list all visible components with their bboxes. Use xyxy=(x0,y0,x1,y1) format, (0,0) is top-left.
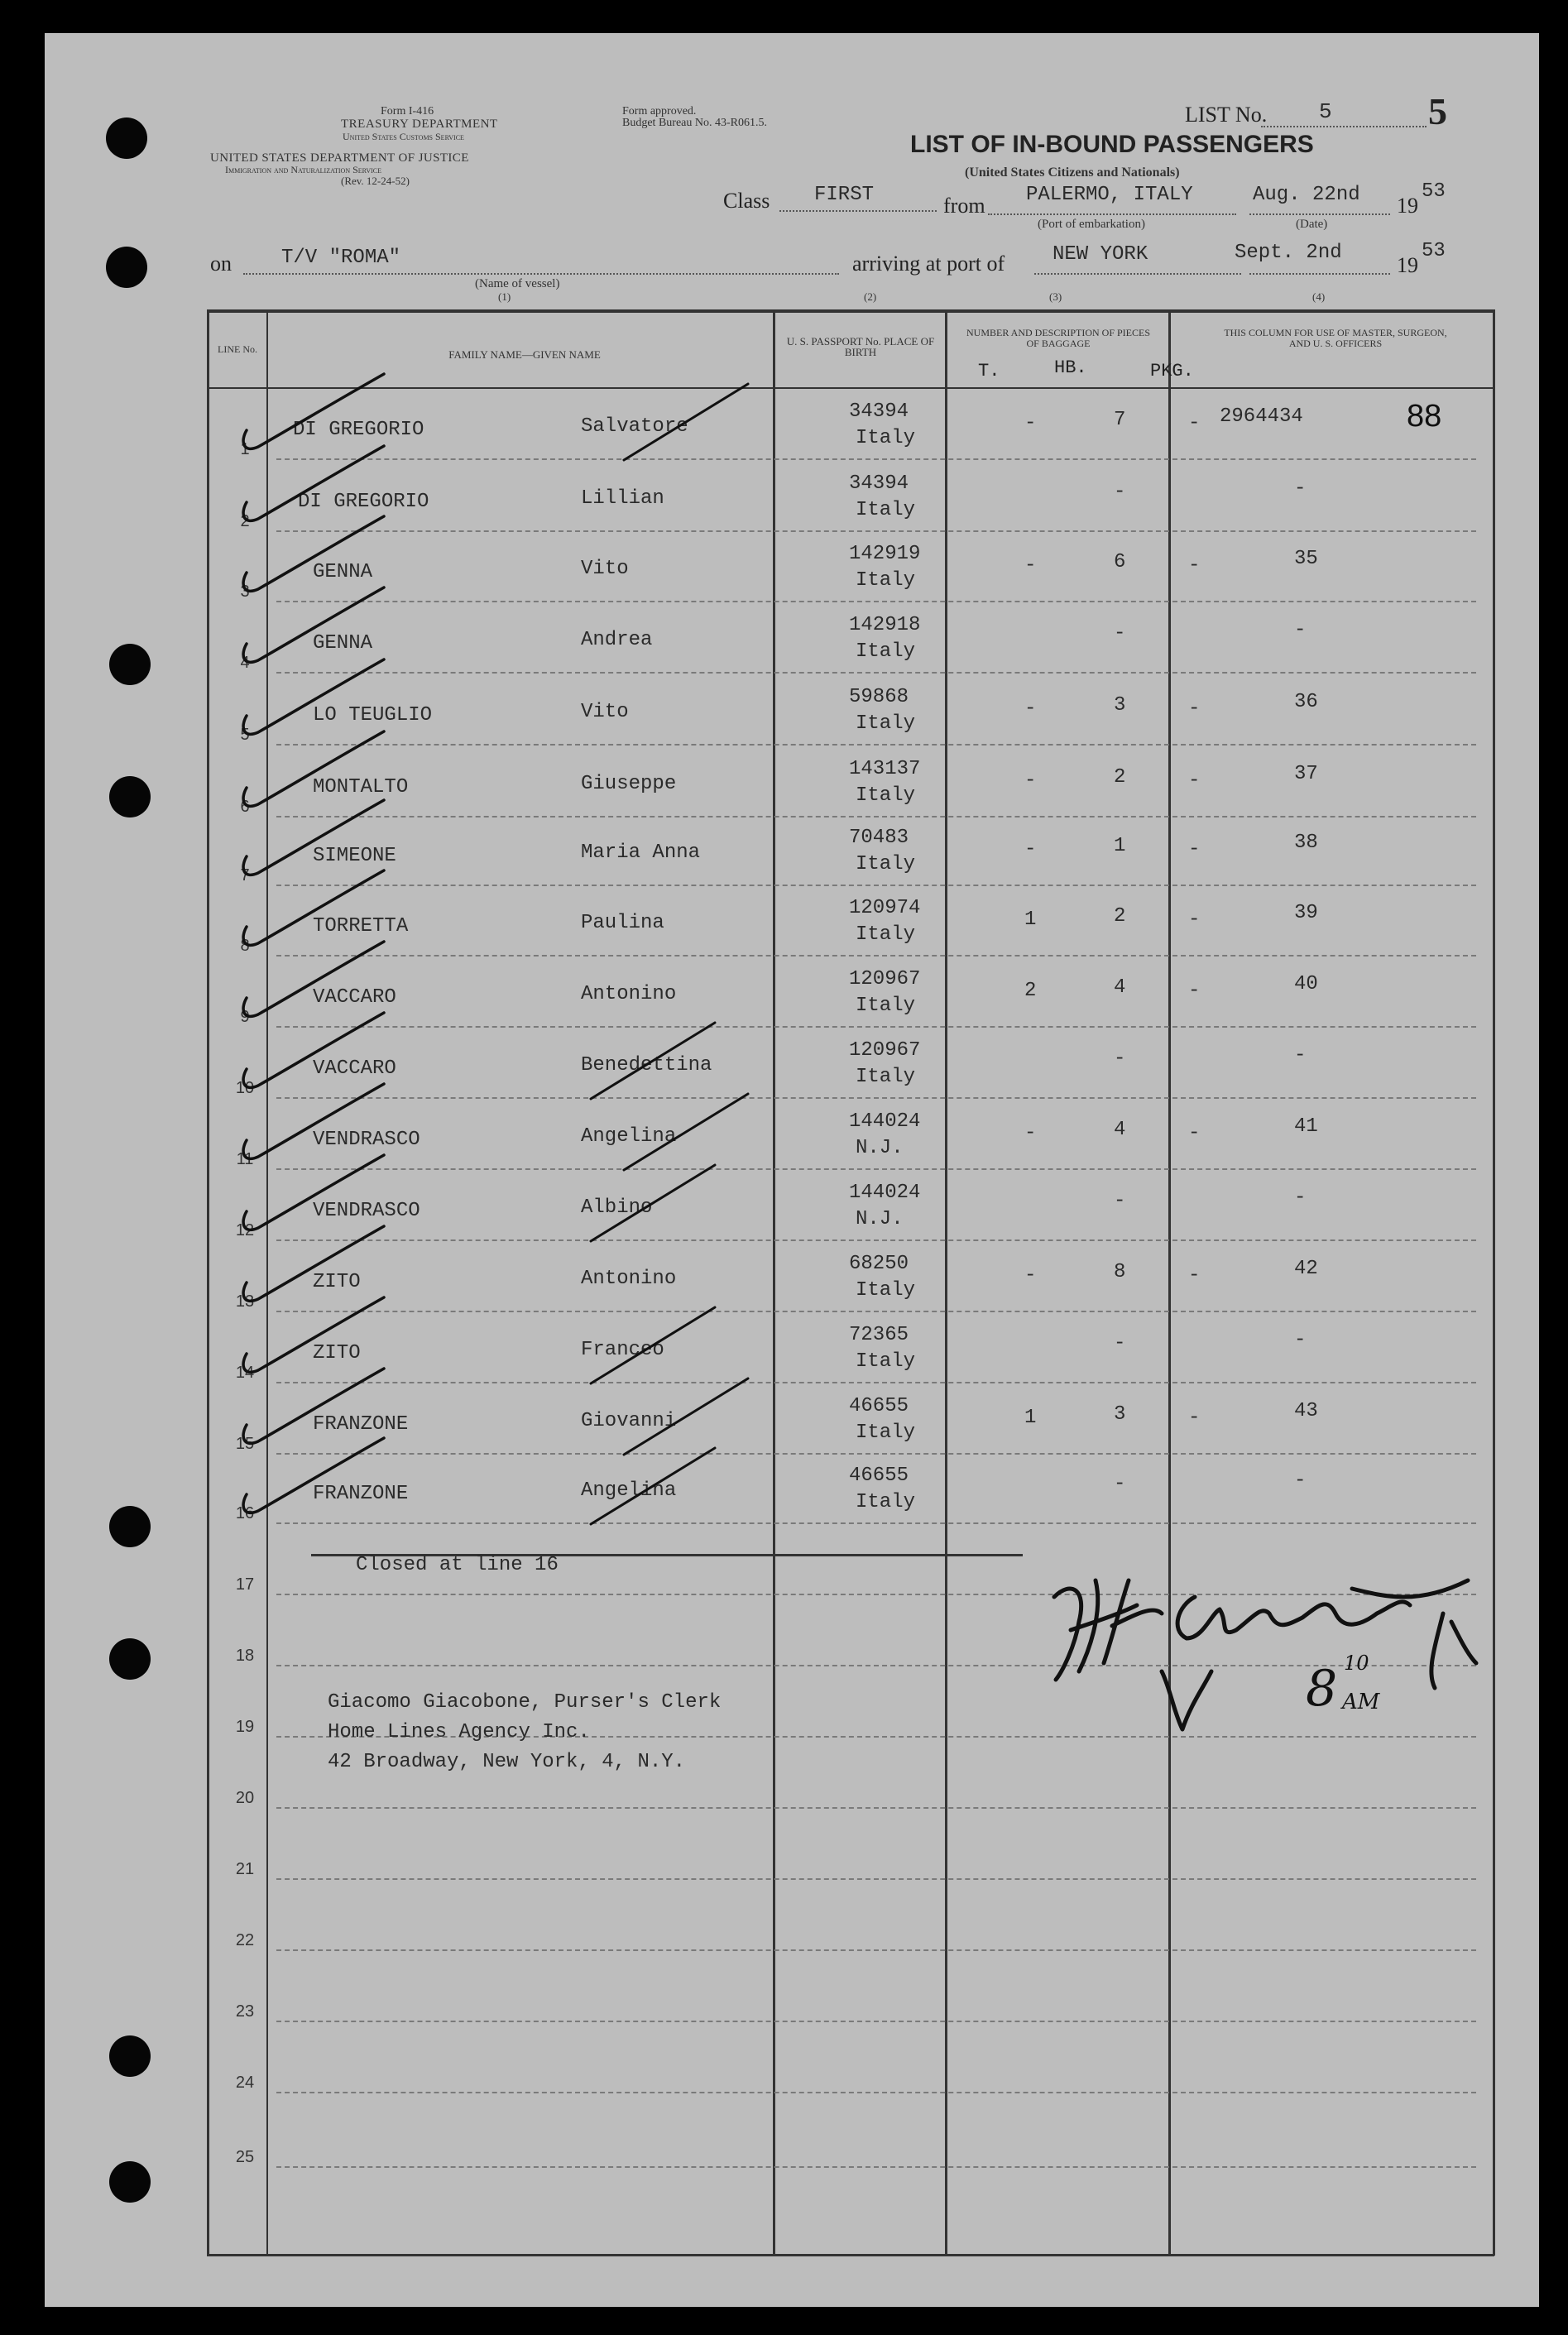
family-name: SIMEONE xyxy=(313,845,396,867)
place-of-birth: Italy xyxy=(856,995,916,1017)
place-of-birth: Italy xyxy=(856,712,916,735)
passport-no: 72365 xyxy=(849,1324,909,1346)
officer-entry: 37 xyxy=(1294,763,1318,785)
strike-slash xyxy=(624,1094,748,1170)
header-name: FAMILY NAME—GIVEN NAME xyxy=(448,348,601,361)
line-number: 17 xyxy=(235,1575,255,1594)
header-passport: U. S. PASSPORT No. PLACE OF BIRTH xyxy=(786,335,935,358)
officer-entry: 41 xyxy=(1294,1115,1318,1138)
line-number: 20 xyxy=(235,1789,255,1807)
line-number: 10 xyxy=(235,1079,255,1097)
family-name: VACCARO xyxy=(313,1057,396,1080)
baggage-t: 1 xyxy=(1024,909,1037,931)
baggage-hb: 2 xyxy=(1114,905,1126,928)
passport-no: 46655 xyxy=(849,1395,909,1417)
family-name: ZITO xyxy=(313,1342,361,1364)
line-number: 23 xyxy=(235,2002,255,2021)
passport-no: 144024 xyxy=(849,1110,921,1133)
passport-no: 70483 xyxy=(849,827,909,849)
family-name: GENNA xyxy=(313,632,373,654)
list-no-label: LIST No. xyxy=(1185,103,1268,127)
baggage-hb: - xyxy=(1114,1048,1126,1070)
baggage-hb: 8 xyxy=(1114,1261,1126,1283)
given-name: Salvatore xyxy=(581,415,688,438)
baggage-hb: 3 xyxy=(1114,1403,1126,1426)
date-caption: (Date) xyxy=(1296,218,1328,231)
given-name: Franceo xyxy=(581,1339,664,1361)
place-of-birth: Italy xyxy=(856,1491,916,1513)
place-of-birth: Italy xyxy=(856,427,916,449)
checkmark xyxy=(243,374,384,448)
baggage-hb: 6 xyxy=(1114,551,1126,573)
line-number: 5 xyxy=(240,726,250,744)
baggage-hb: - xyxy=(1114,1473,1126,1495)
baggage-hb: - xyxy=(1114,1332,1126,1354)
baggage-hb: 2 xyxy=(1114,766,1126,789)
checkmark xyxy=(243,1438,384,1513)
officer-stamp: 88 xyxy=(1407,399,1442,434)
checkmark xyxy=(243,659,384,734)
arriving-label: arriving at port of xyxy=(852,252,1005,276)
baggage-hb: - xyxy=(1114,622,1126,645)
line-number: 22 xyxy=(235,1931,255,1949)
family-name: FRANZONE xyxy=(313,1413,409,1436)
baggage-t: - xyxy=(1024,838,1037,861)
officer-entry: - xyxy=(1294,1329,1307,1351)
year2-prefix: 19 xyxy=(1397,253,1418,277)
form-number: Form I-416 xyxy=(381,105,434,117)
port-caption: (Port of embarkation) xyxy=(1038,218,1145,231)
checkmarks-layer xyxy=(45,33,1539,2307)
place-of-birth: Italy xyxy=(856,569,916,592)
place-of-birth: Italy xyxy=(856,853,916,875)
line-number: 8 xyxy=(240,937,250,955)
checkmark xyxy=(243,800,384,875)
family-name: DI GREGORIO xyxy=(293,419,424,441)
passport-no: 143137 xyxy=(849,758,921,780)
line-number: 11 xyxy=(236,1150,254,1168)
col1-caption: (1) xyxy=(498,290,511,303)
budget-bureau: Budget Bureau No. 43-R061.5. xyxy=(622,117,767,129)
page-title: LIST OF IN-BOUND PASSENGERS xyxy=(910,131,1314,158)
passport-no: 59868 xyxy=(849,686,909,708)
baggage-t: - xyxy=(1024,698,1037,720)
checkmark xyxy=(243,1226,384,1301)
checkmark xyxy=(243,1013,384,1087)
baggage-pkg: - xyxy=(1188,770,1201,792)
officer-entry: - xyxy=(1294,1044,1307,1067)
given-name: Benedettina xyxy=(581,1054,712,1076)
manifest-sheet xyxy=(45,33,1539,2307)
justice-dept: UNITED STATES DEPARTMENT OF JUSTICE xyxy=(210,151,469,165)
signature-note-super: 10 xyxy=(1344,1652,1369,1675)
family-name: LO TEUGLIO xyxy=(313,704,433,726)
closed-note: Closed at line 16 xyxy=(356,1554,559,1576)
officer-entry: 43 xyxy=(1294,1400,1318,1422)
family-name: DI GREGORIO xyxy=(298,491,429,513)
strike-slash xyxy=(591,1307,715,1383)
customs-service: United States Customs Service xyxy=(343,131,464,142)
arriving-port: NEW YORK xyxy=(1053,243,1148,266)
baggage-pkg: - xyxy=(1188,980,1201,1002)
family-name: VACCARO xyxy=(313,986,396,1009)
given-name: Vito xyxy=(581,701,629,723)
given-name: Paulina xyxy=(581,912,664,934)
line-number: 4 xyxy=(240,654,250,672)
passport-no: 142918 xyxy=(849,614,921,636)
vessel-name: T/V "ROMA" xyxy=(281,247,401,269)
signature-note-sub: AM xyxy=(1342,1690,1380,1714)
baggage-hb: 7 xyxy=(1114,409,1126,431)
place-of-birth: Italy xyxy=(856,499,916,521)
place-of-birth: Italy xyxy=(856,923,916,946)
baggage-hb: - xyxy=(1114,481,1126,503)
page-subtitle: (United States Citizens and Nationals) xyxy=(965,165,1180,180)
officer-entry: 35 xyxy=(1294,548,1318,570)
officer-entry: 36 xyxy=(1294,691,1318,713)
given-name: Giuseppe xyxy=(581,773,677,795)
baggage-pkg: - xyxy=(1188,909,1201,931)
line-number: 12 xyxy=(235,1221,255,1239)
checkmark xyxy=(243,1369,384,1443)
line-number: 6 xyxy=(240,798,250,816)
year2-value: 53 xyxy=(1422,240,1446,262)
given-name: Angelina xyxy=(581,1479,677,1502)
revision: (Rev. 12-24-52) xyxy=(341,175,410,187)
line-number: 2 xyxy=(240,512,250,530)
baggage-t: - xyxy=(1024,1122,1037,1144)
class-label: Class xyxy=(723,189,770,213)
baggage-pkg: - xyxy=(1188,1407,1201,1429)
line-number: 19 xyxy=(235,1718,255,1736)
strike-slash xyxy=(591,1165,715,1241)
year-prefix: 19 xyxy=(1397,194,1418,218)
header-bag-pkg: PKG. xyxy=(1150,361,1194,381)
checkmark xyxy=(243,870,384,945)
strike-slash xyxy=(624,384,748,460)
class-value: FIRST xyxy=(814,184,875,206)
on-label: on xyxy=(210,252,232,276)
checkmark xyxy=(243,731,384,806)
form-approved: Form approved. xyxy=(622,105,697,117)
treasury-dept: TREASURY DEPARTMENT xyxy=(341,117,498,131)
family-name: VENDRASCO xyxy=(313,1129,420,1151)
col4-caption: (4) xyxy=(1312,290,1326,303)
place-of-birth: Italy xyxy=(856,1350,916,1373)
place-of-birth: Italy xyxy=(856,1066,916,1088)
passport-no: 34394 xyxy=(849,400,909,423)
baggage-t: - xyxy=(1024,770,1037,792)
officer-entry: 39 xyxy=(1294,902,1318,924)
checkmark xyxy=(243,446,384,520)
given-name: Antonino xyxy=(581,1268,677,1290)
list-no-stamp: 5 xyxy=(1428,90,1447,132)
officer-entry: - xyxy=(1294,619,1307,641)
baggage-t: - xyxy=(1024,554,1037,577)
from-value: PALERMO, ITALY xyxy=(1026,184,1193,206)
officer-entry: - xyxy=(1294,1187,1307,1209)
strike-slash xyxy=(591,1448,715,1524)
from-label: from xyxy=(943,194,985,218)
baggage-pkg: - xyxy=(1188,1264,1201,1287)
year-value: 53 xyxy=(1422,180,1446,203)
passport-no: 144024 xyxy=(849,1182,921,1204)
purser-address: 42 Broadway, New York, 4, N.Y. xyxy=(328,1751,686,1773)
arrival-date: Sept. 2nd xyxy=(1235,242,1342,264)
passport-no: 120974 xyxy=(849,897,921,919)
line-number: 1 xyxy=(240,440,250,458)
officer-entry: - xyxy=(1294,477,1307,500)
baggage-hb: 3 xyxy=(1114,694,1126,717)
line-number: 21 xyxy=(235,1860,255,1878)
passport-no: 68250 xyxy=(849,1253,909,1275)
baggage-pkg: - xyxy=(1188,838,1201,861)
family-name: FRANZONE xyxy=(313,1483,409,1505)
place-of-birth: Italy xyxy=(856,640,916,663)
checkmark xyxy=(243,587,384,662)
line-number: 7 xyxy=(240,866,250,885)
officer-entry: 40 xyxy=(1294,973,1318,995)
given-name: Maria Anna xyxy=(581,841,701,864)
line-number: 24 xyxy=(235,2074,255,2092)
baggage-pkg: - xyxy=(1188,698,1201,720)
officer-entry: 2964434 xyxy=(1220,405,1303,428)
vessel-caption: (Name of vessel) xyxy=(475,277,560,290)
place-of-birth: Italy xyxy=(856,1279,916,1302)
header-baggage: NUMBER AND DESCRIPTION OF PIECES OF BAGGAGE xyxy=(966,327,1151,349)
place-of-birth: N.J. xyxy=(856,1208,904,1230)
given-name: Andrea xyxy=(581,629,653,651)
checkmark xyxy=(243,516,384,591)
checkmark xyxy=(243,942,384,1016)
passport-no: 46655 xyxy=(849,1465,909,1487)
header-line-no: LINE No. xyxy=(218,343,257,355)
family-name: TORRETTA xyxy=(313,915,409,937)
baggage-t: - xyxy=(1024,1264,1037,1287)
baggage-t: - xyxy=(1024,412,1037,434)
given-name: Vito xyxy=(581,558,629,580)
officer-entry: - xyxy=(1294,1470,1307,1492)
baggage-pkg: - xyxy=(1188,1122,1201,1144)
signature-note: 8 xyxy=(1306,1660,1338,1718)
passport-no: 142919 xyxy=(849,543,921,565)
family-name: ZITO xyxy=(313,1271,361,1293)
date-from: Aug. 22nd xyxy=(1253,184,1360,206)
place-of-birth: Italy xyxy=(856,784,916,807)
line-number: 9 xyxy=(240,1008,250,1026)
strike-slash xyxy=(591,1023,715,1099)
col3-caption: (3) xyxy=(1049,290,1062,303)
line-number: 18 xyxy=(235,1647,255,1665)
baggage-hb: 1 xyxy=(1114,835,1126,857)
given-name: Antonino xyxy=(581,983,677,1005)
line-number: 13 xyxy=(235,1292,255,1311)
purser-agency: Home Lines Agency Inc. xyxy=(328,1721,590,1743)
strike-slash xyxy=(624,1378,748,1455)
checkmark xyxy=(243,1084,384,1158)
line-number: 3 xyxy=(240,583,250,601)
col2-caption: (2) xyxy=(864,290,877,303)
purser-name: Giacomo Giacobone, Purser's Clerk xyxy=(328,1691,722,1714)
place-of-birth: Italy xyxy=(856,1422,916,1444)
header-bag-t: T. xyxy=(978,361,1000,381)
officer-entry: 38 xyxy=(1294,832,1318,854)
baggage-t: 2 xyxy=(1024,980,1037,1002)
passport-no: 34394 xyxy=(849,472,909,495)
given-name: Angelina xyxy=(581,1125,677,1148)
baggage-hb: 4 xyxy=(1114,976,1126,999)
baggage-hb: 4 xyxy=(1114,1119,1126,1141)
line-number: 16 xyxy=(235,1504,255,1522)
officer-entry: 42 xyxy=(1294,1258,1318,1280)
line-number: 15 xyxy=(235,1435,255,1453)
checkmark xyxy=(243,1155,384,1230)
baggage-hb: - xyxy=(1114,1190,1126,1212)
list-no-value: 5 xyxy=(1319,99,1332,124)
place-of-birth: N.J. xyxy=(856,1137,904,1159)
line-number: 25 xyxy=(235,2148,255,2166)
passport-no: 120967 xyxy=(849,1039,921,1062)
given-name: Albino xyxy=(581,1196,653,1219)
checkmark xyxy=(243,1297,384,1372)
line-number: 14 xyxy=(235,1364,255,1382)
header-officers: THIS COLUMN FOR USE OF MASTER, SURGEON, AND U. S. OFFICERS xyxy=(1224,327,1447,349)
baggage-pkg: - xyxy=(1188,412,1201,434)
ins-service: Immigration and Naturalization Service xyxy=(225,164,382,175)
given-name: Giovanni xyxy=(581,1410,677,1432)
family-name: VENDRASCO xyxy=(313,1200,420,1222)
baggage-t: 1 xyxy=(1024,1407,1037,1429)
given-name: Lillian xyxy=(581,487,664,510)
family-name: MONTALTO xyxy=(313,776,409,798)
passport-no: 120967 xyxy=(849,968,921,990)
header-bag-hb: HB. xyxy=(1054,357,1087,378)
family-name: GENNA xyxy=(313,561,373,583)
baggage-pkg: - xyxy=(1188,554,1201,577)
